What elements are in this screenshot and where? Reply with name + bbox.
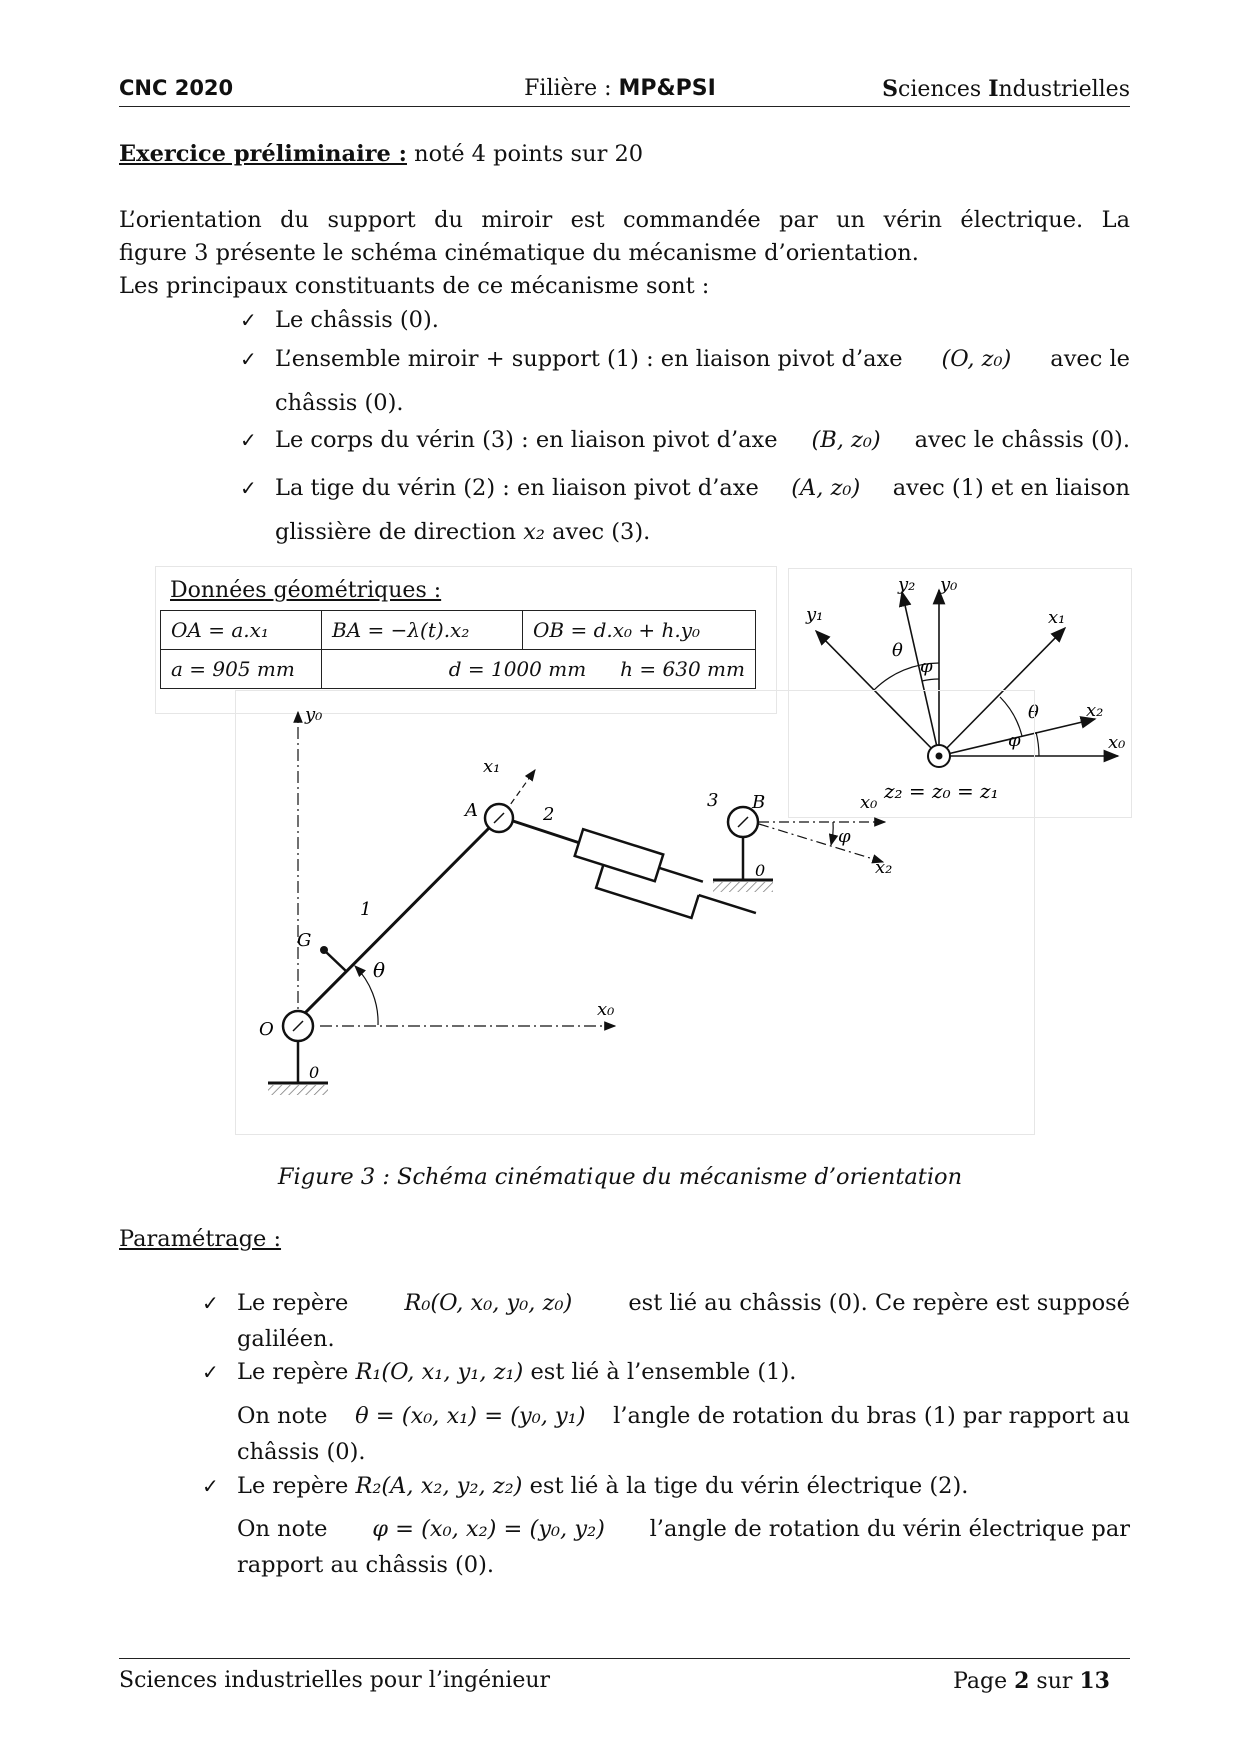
intro-line-1: L’orientation du support du miroir est commandée par un vérin électrique. La xyxy=(119,207,1130,233)
diagram-label-phi: φ xyxy=(838,826,851,847)
x1-direction xyxy=(505,770,535,812)
header-exam: CNC 2020 xyxy=(119,76,234,100)
diagram-label-1: 1 xyxy=(360,899,372,920)
checkmark-icon: ✓ xyxy=(240,347,257,371)
checkmark-icon: ✓ xyxy=(240,476,257,500)
diagram-label-3: 3 xyxy=(707,790,719,811)
constituent-mirror-support: L’ensemble miroir + support (1) : en liaison pivot d’axe (O, z₀) avec le xyxy=(275,346,1130,372)
label-z-equal: z₂ = z₀ = z₁ xyxy=(884,779,999,803)
label-y0: y₀ xyxy=(940,574,958,595)
geometry-d-h-values: d = 1000 mm h = 630 mm xyxy=(322,650,756,689)
figure-caption: Figure 3 : Schéma cinématique du mécanisme d’orientation xyxy=(277,1164,963,1190)
checkmark-icon: ✓ xyxy=(202,1474,219,1498)
footer-subject: Sciences industrielles pour l’ingénieur xyxy=(119,1668,551,1693)
param-phi: On note φ = (x₀, x₂) = (y₀, y₂) l’angle de rotation du vérin électrique par xyxy=(237,1516,1130,1542)
geometry-ob: OB = d.x₀ + h.y₀ xyxy=(523,611,756,650)
label-x2: x₂ xyxy=(1086,700,1104,721)
diagram-label-y0: y₀ xyxy=(305,704,323,725)
footer-rule xyxy=(119,1658,1130,1659)
constituent-cylinder-rod-end: glissière de direction x₂ avec (3). xyxy=(275,519,651,545)
param-r0: Le repère R₀(O, x₀, y₀, z₀) est lié au châssis (0). Ce repère est supposé xyxy=(237,1290,1130,1316)
checkmark-icon: ✓ xyxy=(240,308,257,332)
header-rule xyxy=(119,106,1130,107)
geometry-title: Données géométriques : xyxy=(170,578,442,603)
geometry-a-value: a = 905 mm xyxy=(161,650,322,689)
label-x1: x₁ xyxy=(1048,607,1066,628)
diagram-label-A: A xyxy=(465,800,478,821)
constituent-cylinder-rod: La tige du vérin (2) : en liaison pivot d’axe (A, z₀) avec (1) et en liaison xyxy=(275,475,1130,501)
phi-arc-right xyxy=(1036,732,1039,756)
exercise-heading: Exercice préliminaire : noté 4 points sur 20 xyxy=(119,141,644,167)
diagram-label-x0: x₀ xyxy=(597,999,615,1020)
param-r1: Le repère R₁(O, x₁, y₁, z₁) est lié à l’ensemble (1). xyxy=(237,1359,797,1385)
param-title: Paramétrage : xyxy=(119,1226,282,1252)
param-theta-end: châssis (0). xyxy=(237,1439,366,1465)
intro-line-2: figure 3 présente le schéma cinématique du mécanisme d’orientation. xyxy=(119,240,919,266)
checkmark-icon: ✓ xyxy=(240,428,257,452)
param-r2: Le repère R₂(A, x₂, y₂, z₂) est lié à la tige du vérin électrique (2). xyxy=(237,1473,969,1499)
diagram-label-0-O: 0 xyxy=(309,1063,320,1082)
geometry-ba: BA = −λ(t).x₂ xyxy=(322,611,523,650)
diagram-label-theta: θ xyxy=(373,958,386,982)
phi-arc xyxy=(831,822,833,845)
intro-line-3: Les principaux constituants de ce mécanisme sont : xyxy=(119,273,710,299)
diagram-label-G: G xyxy=(297,930,312,951)
label-theta-top: θ xyxy=(892,640,903,661)
diagram-label-2: 2 xyxy=(543,804,555,825)
arm-1 xyxy=(298,818,499,1020)
checkmark-icon: ✓ xyxy=(202,1360,219,1384)
kinematic-frame xyxy=(236,691,1035,1135)
g-branch xyxy=(326,952,347,972)
geometry-table xyxy=(160,610,756,689)
label-theta-right: θ xyxy=(1028,702,1039,723)
constituent-chassis: Le châssis (0). xyxy=(275,307,439,333)
x2-direction xyxy=(759,824,883,862)
diagram-label-x1: x₁ xyxy=(483,756,501,777)
phi-arc-top xyxy=(922,679,939,681)
constituent-cylinder-body: Le corps du vérin (3) : en liaison pivot d’axe (B, z₀) avec le châssis (0). xyxy=(275,427,1130,453)
diagram-label-x0-B: x₀ xyxy=(860,792,878,813)
checkmark-icon: ✓ xyxy=(202,1291,219,1315)
label-x0: x₀ xyxy=(1108,732,1126,753)
label-y2: y₂ xyxy=(898,574,916,595)
geometry-oa: OA = a.x₁ xyxy=(161,611,322,650)
diagram-label-O: O xyxy=(259,1019,274,1040)
param-phi-end: rapport au châssis (0). xyxy=(237,1552,495,1578)
kinematic-diagram xyxy=(235,690,1035,1135)
diagram-label-B: B xyxy=(752,792,766,813)
label-phi-top: φ xyxy=(920,656,933,677)
label-phi-right: φ xyxy=(1008,730,1021,751)
param-r0-end: galiléen. xyxy=(237,1326,335,1352)
constituent-mirror-support-end: châssis (0). xyxy=(275,390,404,416)
diagram-label-0-B: 0 xyxy=(755,861,766,880)
param-theta: On note θ = (x₀, x₁) = (y₀, y₁) l’angle de rotation du bras (1) par rapport au xyxy=(237,1403,1130,1429)
footer-page: Page 2 sur 13 xyxy=(953,1668,1110,1694)
header-filiere: Filière : MP&PSI xyxy=(524,76,716,101)
diagram-label-x2: x₂ xyxy=(875,857,893,878)
label-y1: y₁ xyxy=(806,604,824,625)
header-subject: Sciences Industrielles xyxy=(882,76,1130,102)
